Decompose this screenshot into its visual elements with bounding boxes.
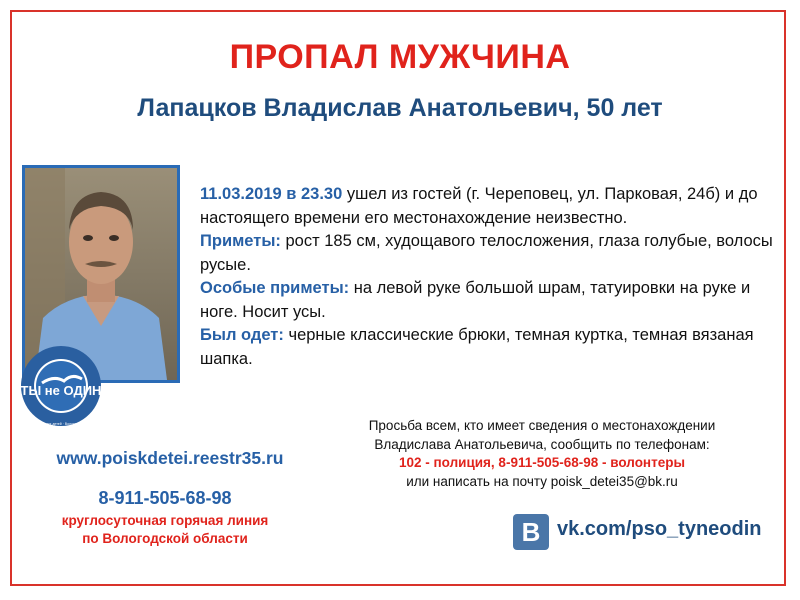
plea-line-2: Владислава Анатольевича, сообщить по телефонам: bbox=[374, 436, 710, 452]
circumstances-text: ушел из гостей (г. Череповец, ул. Парковая, 24б) и до настоящего времени его местонахождение неизвестно. bbox=[200, 185, 758, 227]
badge-main-text: ТЫ не ОДИН bbox=[20, 383, 102, 398]
vk-icon: В bbox=[513, 514, 549, 550]
clothes-text: черные классические брюки, темная куртка, темная вязаная шапка. bbox=[200, 326, 754, 368]
plea-email: или написать на почту poisk_detei35@bk.ru bbox=[406, 473, 678, 489]
hotline-phone: 8-911-505-68-98 bbox=[98, 488, 232, 508]
vk-link[interactable]: vk.com/pso_tyneodin bbox=[557, 518, 762, 540]
special-text: на левой руке большой шрам, татуировки на руке и ноге. Носит усы. bbox=[200, 279, 751, 321]
hotline-text-2: по Вологодской области bbox=[82, 531, 248, 546]
description-circumstances bbox=[200, 183, 780, 230]
features-label: Приметы: bbox=[200, 232, 281, 250]
special-label: Особые приметы: bbox=[200, 279, 350, 297]
badge-ring-text: Поиск пропавших детей · Вологодская область bbox=[22, 422, 100, 426]
hotline-caption bbox=[0, 512, 330, 548]
contact-plea bbox=[322, 417, 762, 491]
website-link[interactable]: www.poiskdetei.reestr35.ru bbox=[56, 448, 284, 468]
headline: ПРОПАЛ МУЖЧИНА bbox=[229, 38, 571, 76]
date-time: 11.03.2019 в 23.30 bbox=[200, 185, 343, 203]
clothes-label: Был одет: bbox=[200, 326, 284, 344]
ty-ne-odin-badge bbox=[20, 345, 102, 427]
description-special bbox=[200, 277, 780, 324]
description-features bbox=[200, 230, 780, 277]
description-clothes bbox=[200, 324, 780, 371]
person-name: Лапацков Владислав Анатольевич, 50 лет bbox=[137, 94, 663, 122]
hotline-text-1: круглосуточная горячая линия bbox=[61, 513, 269, 528]
plea-phones: 102 - полиция, 8-911-505-68-98 - волонтеры bbox=[399, 455, 685, 470]
plea-line-1: Просьба всем, кто имеет сведения о местонахождении bbox=[368, 418, 716, 433]
badge-logo-icon bbox=[20, 345, 102, 427]
features-text: рост 185 см, худощавого телосложения, глаза голубые, волосы русые. bbox=[200, 232, 773, 274]
description bbox=[200, 183, 780, 371]
